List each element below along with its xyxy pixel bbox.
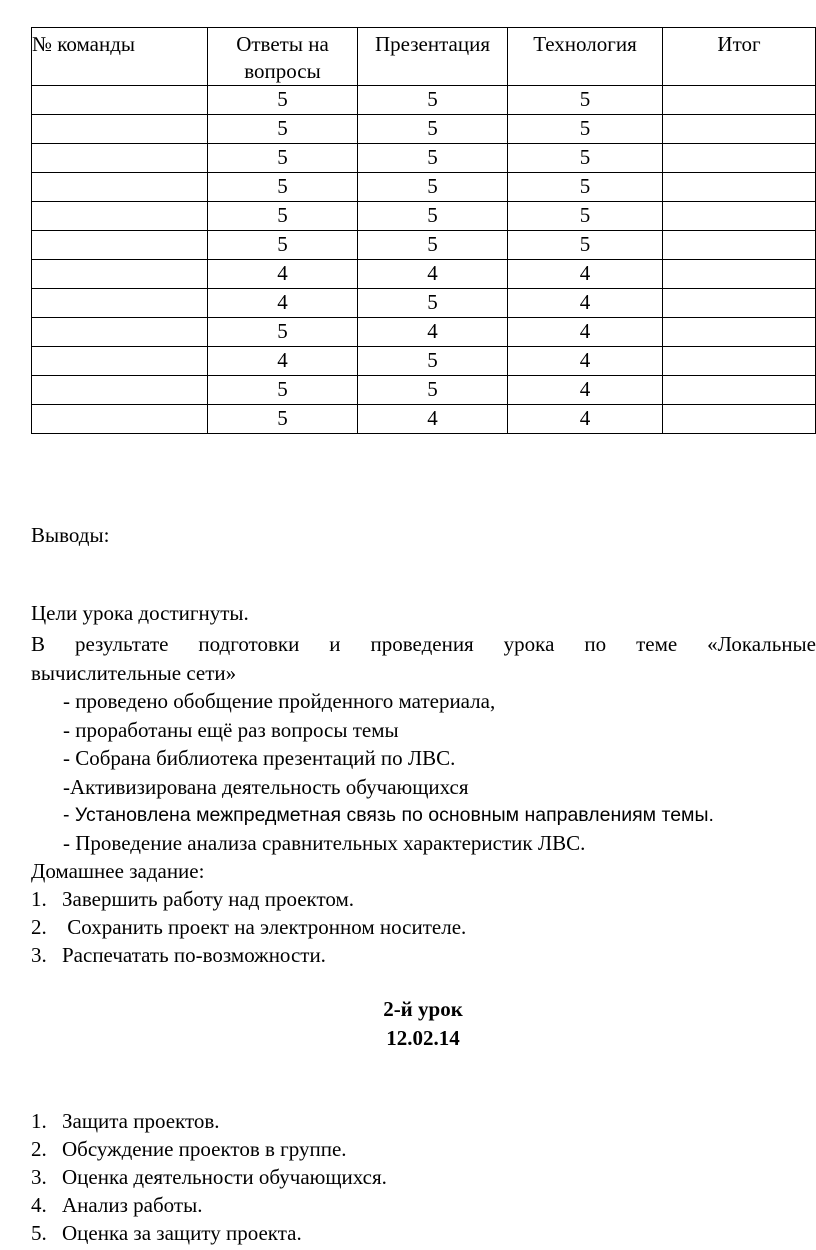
cell-technology: 5 xyxy=(508,115,663,144)
cell-technology: 4 xyxy=(508,405,663,434)
cell-team-number xyxy=(32,173,208,202)
intro-line-1: В результате подготовки и проведения урока по теме «Локальные xyxy=(31,632,816,656)
cell-team-number xyxy=(32,115,208,144)
conclusions-heading: Выводы: xyxy=(31,523,110,547)
cell-team-number xyxy=(32,405,208,434)
cell-presentation: 5 xyxy=(358,347,508,376)
cell-answers: 5 xyxy=(208,202,358,231)
table-row xyxy=(32,231,816,260)
cell-team-number xyxy=(32,318,208,347)
cell-technology: 5 xyxy=(508,202,663,231)
cell-team-number xyxy=(32,202,208,231)
table-row xyxy=(32,289,816,318)
cell-answers: 4 xyxy=(208,347,358,376)
cell-team-number xyxy=(32,231,208,260)
cell-answers: 5 xyxy=(208,115,358,144)
cell-total xyxy=(663,347,816,376)
cell-technology: 5 xyxy=(508,144,663,173)
conclusion-item: - Установлена межпредметная связь по основным направлениям темы. xyxy=(63,804,714,826)
table-row xyxy=(32,347,816,376)
cell-answers: 5 xyxy=(208,231,358,260)
table-row xyxy=(32,144,816,173)
homework-heading: Домашнее задание: xyxy=(31,859,205,883)
cell-technology: 4 xyxy=(508,260,663,289)
table-header-row xyxy=(32,28,816,86)
cell-team-number xyxy=(32,144,208,173)
lesson2-date: 12.02.14 xyxy=(386,1026,460,1050)
header-answers: Ответы на вопросы xyxy=(208,28,358,86)
cell-team-number xyxy=(32,86,208,115)
conclusion-item: - Проведение анализа сравнительных характеристик ЛВС. xyxy=(63,831,586,855)
header-technology: Технология xyxy=(508,28,663,86)
conclusion-item: - Собрана библиотека презентаций по ЛВС. xyxy=(63,746,456,770)
cell-answers: 5 xyxy=(208,173,358,202)
goals-text: Цели урока достигнуты. xyxy=(31,601,249,625)
table-row xyxy=(32,202,816,231)
cell-technology: 4 xyxy=(508,289,663,318)
cell-presentation: 5 xyxy=(358,202,508,231)
intro-line-2: вычислительные сети» xyxy=(31,661,237,685)
cell-technology: 5 xyxy=(508,86,663,115)
cell-presentation: 5 xyxy=(358,289,508,318)
cell-presentation: 5 xyxy=(358,115,508,144)
cell-answers: 5 xyxy=(208,405,358,434)
cell-total xyxy=(663,405,816,434)
cell-total xyxy=(663,260,816,289)
cell-presentation: 5 xyxy=(358,231,508,260)
table-row xyxy=(32,115,816,144)
cell-presentation: 5 xyxy=(358,173,508,202)
table-row xyxy=(32,86,816,115)
cell-total xyxy=(663,289,816,318)
cell-technology: 4 xyxy=(508,376,663,405)
cell-answers: 5 xyxy=(208,376,358,405)
cell-team-number xyxy=(32,376,208,405)
cell-presentation: 5 xyxy=(358,86,508,115)
lesson2-title: 2-й урок xyxy=(383,997,463,1021)
table-row xyxy=(32,376,816,405)
header-total: Итог xyxy=(663,28,816,86)
cell-technology: 5 xyxy=(508,231,663,260)
conclusion-item: - проработаны ещё раз вопросы темы xyxy=(63,718,399,742)
cell-answers: 4 xyxy=(208,260,358,289)
cell-team-number xyxy=(32,347,208,376)
cell-answers: 5 xyxy=(208,86,358,115)
cell-total xyxy=(663,202,816,231)
cell-answers: 5 xyxy=(208,144,358,173)
cell-presentation: 4 xyxy=(358,260,508,289)
scores-table xyxy=(31,27,816,434)
cell-technology: 4 xyxy=(508,318,663,347)
cell-answers: 5 xyxy=(208,318,358,347)
header-presentation: Презентация xyxy=(358,28,508,86)
cell-total xyxy=(663,173,816,202)
cell-total xyxy=(663,376,816,405)
cell-technology: 4 xyxy=(508,347,663,376)
cell-presentation: 4 xyxy=(358,318,508,347)
table-row xyxy=(32,405,816,434)
conclusion-item: - проведено обобщение пройденного материала, xyxy=(63,689,496,713)
cell-total xyxy=(663,318,816,347)
document-page: № команды Ответы на вопросы Презентация Технология Итог 5 5 5 5 5 5 5 5 5 5 5 5 5 5 5 5 5 5 4 4 4 4 5 4 5 4 4 4 5 4 5 5 4 5 4 4 Выводы: Цели урока достигнуты. В результате подготовки и проведения урока по теме «Локальные вычислительные сети» - проведено обобщение пройденного материала, - проработаны ещё раз вопросы темы - Собрана библиотека презентаций по ЛВС. -Активизирована деятельность обучающихся - Установлена межпредметная связь по основным направлениям темы. - Проведение анализа сравнительных характеристик ЛВС. Домашнее задание: 1. Завершить работу над проектом. 2. Сохранить проект на электронном носителе. 3. Распечатать по-возможности. 2-й урок 12.02.14 1. Защита проектов. 2. Обсуждение проектов в группе. 3. Оценка деятельности обучающихся. 4. Анализ работы. 5. Оценка за защиту проекта. xyxy=(0,0,816,1250)
cell-total xyxy=(663,86,816,115)
conclusion-item: -Активизирована деятельность обучающихся xyxy=(63,775,469,799)
cell-presentation: 4 xyxy=(358,405,508,434)
cell-team-number xyxy=(32,260,208,289)
cell-total xyxy=(663,144,816,173)
cell-technology: 5 xyxy=(508,173,663,202)
cell-total xyxy=(663,231,816,260)
cell-presentation: 5 xyxy=(358,144,508,173)
table-row xyxy=(32,173,816,202)
cell-answers: 4 xyxy=(208,289,358,318)
cell-presentation: 5 xyxy=(358,376,508,405)
cell-total xyxy=(663,115,816,144)
header-team-number: № команды xyxy=(32,28,208,86)
cell-team-number xyxy=(32,289,208,318)
table-row xyxy=(32,260,816,289)
table-row xyxy=(32,318,816,347)
